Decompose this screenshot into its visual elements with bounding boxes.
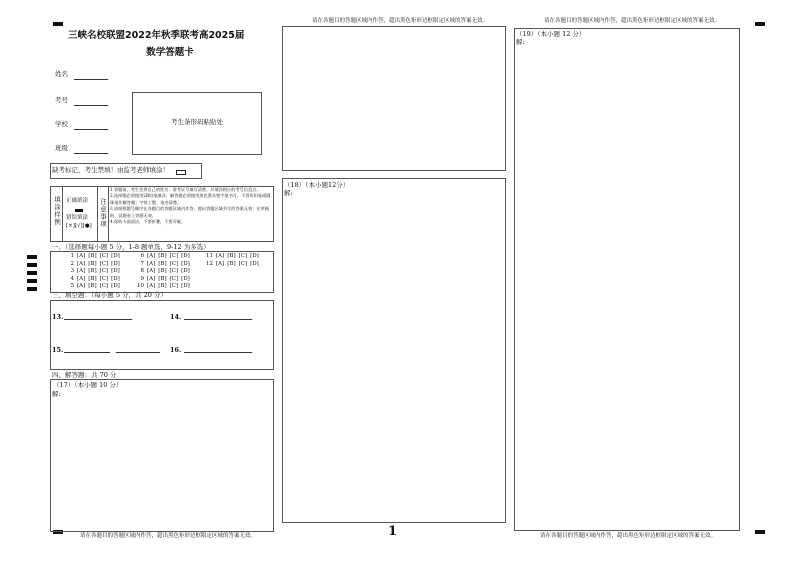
- page-number: 1: [388, 524, 398, 539]
- option-bubble[interactable]: [A]: [216, 260, 225, 267]
- wrong-fill-label: 错误填涂: [66, 215, 89, 221]
- choice-question-row: [64, 268, 123, 275]
- option-bubble[interactable]: [B]: [158, 253, 167, 259]
- footer-warning: 请在各题目的答题区域内作答，超出黑色矩形边框限定区域的答案无效。: [539, 533, 716, 539]
- absent-checkbox[interactable]: [176, 170, 186, 175]
- option-bubble[interactable]: [B]: [88, 283, 97, 290]
- registration-mark: [53, 22, 63, 26]
- q18-answer-prefix: 解:: [284, 189, 293, 197]
- column-warning: 请在各题目的答题区域内作答，超出黑色矩形边框限定区域的答案无效。: [311, 18, 488, 24]
- class-label: 班级: [55, 144, 68, 152]
- choice-question-row: [64, 261, 123, 268]
- exam-title: 三峡名校联盟2022年秋季联考高2025届: [68, 30, 245, 41]
- q13-answer[interactable]: [64, 319, 132, 320]
- choice-question-row: [64, 253, 123, 260]
- question-number: 2: [70, 260, 74, 267]
- q17-label: （17）（本小题 10 分）: [53, 381, 123, 389]
- option-bubble[interactable]: [B]: [88, 275, 97, 282]
- q15-answer-a[interactable]: [64, 352, 110, 353]
- option-bubble[interactable]: [B]: [88, 260, 97, 267]
- option-bubble[interactable]: [B]: [158, 268, 167, 275]
- option-bubble[interactable]: [A]: [77, 275, 86, 282]
- notes-label: 注意事项: [99, 198, 107, 228]
- q16-overflow-area[interactable]: [282, 26, 506, 171]
- name-label: 姓名: [55, 70, 68, 78]
- option-bubble[interactable]: [B]: [227, 260, 236, 267]
- question-number: 8: [140, 268, 144, 275]
- choice-question-row: [203, 253, 262, 260]
- correct-fill-label: 正确填涂: [66, 198, 89, 204]
- absent-notice: 缺考标记，考生禁填！由监考老师填涂！: [52, 166, 169, 174]
- timing-mark: [27, 255, 37, 259]
- option-bubble[interactable]: [C]: [169, 268, 179, 275]
- footer-warning: 请在各题目的答题区域内作答，超出黑色矩形边框限定区域的答案无效。: [79, 533, 256, 539]
- correct-fill-sample: [75, 209, 83, 212]
- notes-text: 1.答题前，考生先将自己的姓名、准考证号填写清楚，并填涂相应的考号信息点。 2.选择题必须使用2B铅笔填涂；解答题必须使用黑色墨水签字笔书写，不得用铅笔或圆珠笔作解答题；字体工整、笔迹清楚。 3.请按照题号顺序在各题目的答题区域内作答，超出答题区域书写的答案无效；在草稿纸、试题卷上答题无效。 4.保持卡面清洁，不要折叠，不要弄破。: [110, 187, 271, 225]
- q16-answer[interactable]: [184, 352, 252, 353]
- option-bubble[interactable]: [D]: [181, 268, 190, 275]
- option-bubble[interactable]: [A]: [77, 268, 86, 275]
- wrong-fill-sample: [×][√][●]: [66, 223, 92, 229]
- option-bubble[interactable]: [D]: [250, 253, 259, 259]
- option-bubble[interactable]: [D]: [181, 275, 190, 282]
- option-bubble[interactable]: [C]: [99, 283, 109, 290]
- question-number: 1: [70, 253, 74, 259]
- option-bubble[interactable]: [A]: [147, 253, 156, 259]
- option-bubble[interactable]: [C]: [99, 268, 109, 275]
- option-bubble[interactable]: [D]: [181, 283, 190, 290]
- option-bubble[interactable]: [D]: [111, 283, 120, 290]
- timing-mark: [27, 263, 37, 267]
- option-bubble[interactable]: [A]: [147, 260, 156, 267]
- choice-question-row: [64, 276, 123, 283]
- option-bubble[interactable]: [B]: [158, 260, 167, 267]
- option-bubble[interactable]: [D]: [111, 260, 120, 267]
- timing-mark: [27, 287, 37, 291]
- timing-mark: [27, 279, 37, 283]
- option-bubble[interactable]: [D]: [181, 253, 190, 259]
- option-bubble[interactable]: [D]: [181, 260, 190, 267]
- option-bubble[interactable]: [B]: [158, 275, 167, 282]
- option-bubble[interactable]: [C]: [169, 260, 179, 267]
- choice-question-row: [203, 261, 262, 268]
- choice-question-row: [134, 268, 193, 275]
- q15-answer-b[interactable]: [116, 352, 160, 353]
- option-bubble[interactable]: [D]: [111, 253, 120, 259]
- option-bubble[interactable]: [A]: [147, 268, 156, 275]
- option-bubble[interactable]: [D]: [111, 275, 120, 282]
- q17-answer-prefix: 解:: [52, 390, 61, 398]
- option-bubble[interactable]: [C]: [238, 260, 248, 267]
- option-bubble[interactable]: [A]: [77, 253, 86, 259]
- option-bubble[interactable]: [B]: [227, 253, 236, 259]
- q18-label: （18）（本小题12分）: [284, 181, 350, 189]
- question-number: 12: [206, 260, 213, 267]
- q19-answer-area[interactable]: [514, 28, 740, 531]
- name-field[interactable]: [74, 79, 108, 80]
- registration-mark: [755, 22, 765, 26]
- option-bubble[interactable]: [A]: [77, 260, 86, 267]
- choice-question-row: [134, 276, 193, 283]
- exam-id-label: 考号: [55, 96, 68, 104]
- option-bubble[interactable]: [C]: [99, 275, 109, 282]
- question-number: 10: [137, 283, 144, 290]
- choice-question-row: [134, 261, 193, 268]
- timing-mark: [27, 271, 37, 275]
- question-number: 5: [70, 283, 74, 290]
- fill-in-area: [50, 300, 274, 370]
- q15-label: 15.: [52, 346, 64, 354]
- choice-question-row: [134, 283, 193, 290]
- question-number: 7: [140, 260, 144, 267]
- q18-answer-area[interactable]: [282, 178, 506, 523]
- barcode-label: 考生条形码粘贴处: [171, 118, 223, 126]
- q14-label: 14.: [170, 313, 182, 321]
- option-bubble[interactable]: [C]: [169, 275, 179, 282]
- section3-header: 四、解答题：共 70 分: [52, 371, 117, 379]
- question-number: 3: [70, 268, 74, 275]
- option-bubble[interactable]: [A]: [216, 253, 225, 259]
- column-warning: 请在各题目的答题区域内作答，超出黑色矩形边框限定区域的答案无效。: [543, 18, 720, 24]
- q17-answer-area[interactable]: [50, 379, 274, 532]
- exam-id-field[interactable]: [74, 105, 108, 106]
- option-bubble[interactable]: [C]: [99, 260, 109, 267]
- choice-question-row: [64, 283, 123, 290]
- section1-header: 一、（选择题每小题 5 分，1-8 题单选，9-12 为多选）: [52, 243, 210, 251]
- option-bubble[interactable]: [D]: [111, 268, 120, 275]
- choice-question-row: [134, 253, 193, 260]
- school-label: 学校: [55, 120, 68, 128]
- q19-answer-prefix: 解:: [516, 38, 525, 46]
- option-bubble[interactable]: [C]: [169, 253, 179, 259]
- option-bubble[interactable]: [B]: [158, 283, 167, 290]
- registration-mark: [755, 530, 765, 534]
- option-bubble[interactable]: [A]: [147, 283, 156, 290]
- q16-label: 16.: [170, 346, 182, 354]
- question-number: 6: [140, 253, 144, 259]
- school-field[interactable]: [74, 129, 108, 130]
- class-field[interactable]: [74, 153, 108, 154]
- question-number: 11: [206, 253, 213, 259]
- option-bubble[interactable]: [B]: [88, 253, 97, 259]
- q19-label: （19）（本小题 12 分）: [516, 30, 586, 38]
- option-bubble[interactable]: [B]: [88, 268, 97, 275]
- fill-sample-label: 填涂样例: [53, 196, 61, 226]
- option-bubble[interactable]: [A]: [77, 283, 86, 290]
- q13-label: 13.: [52, 313, 64, 321]
- sheet-subtitle: 数学答题卡: [146, 47, 194, 58]
- option-bubble[interactable]: [A]: [147, 275, 156, 282]
- option-bubble[interactable]: [D]: [250, 260, 259, 267]
- option-bubble[interactable]: [C]: [99, 253, 109, 259]
- question-number: 4: [70, 275, 74, 282]
- question-number: 9: [140, 275, 144, 282]
- option-bubble[interactable]: [C]: [238, 253, 248, 259]
- option-bubble[interactable]: [C]: [169, 283, 179, 290]
- q14-answer[interactable]: [184, 319, 252, 320]
- section2-header: 三、填空题：（每小题 5 分，共 20 分）: [52, 291, 167, 299]
